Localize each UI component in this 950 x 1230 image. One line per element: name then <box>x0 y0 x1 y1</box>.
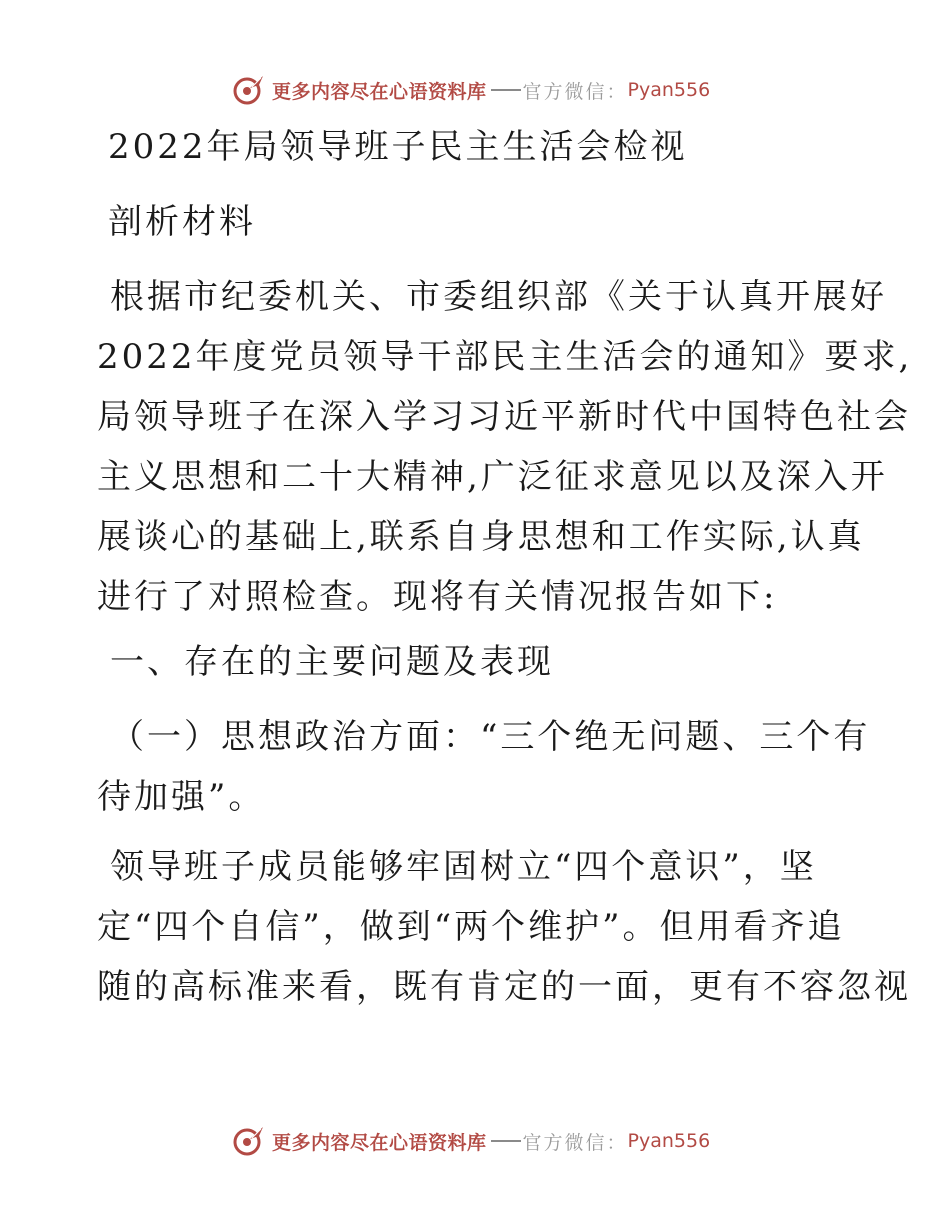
banner-text: 更多内容尽在心语资料库 <box>272 80 487 103</box>
banner-divider <box>491 1140 521 1142</box>
top-banner <box>232 70 712 110</box>
paragraph-line: 2022年度党员领导干部民主生活会的通知》要求, <box>97 337 913 377</box>
paragraph-line: 展谈心的基础上,联系自身思想和工作实际,认真 <box>97 517 865 557</box>
body-line: 领导班子成员能够牢固树立“四个意识”，坚 <box>110 847 817 887</box>
paragraph-line: 主义思想和二十大精神,广泛征求意见以及深入开 <box>97 457 888 497</box>
quill-logo-icon <box>232 1124 266 1158</box>
subsection-line: 待加强”。 <box>97 777 266 817</box>
section-heading: 一、存在的主要问题及表现 <box>110 642 554 682</box>
banner-text: 更多内容尽在心语资料库 <box>272 1131 487 1154</box>
banner-account-label: 官方微信： <box>522 1131 628 1154</box>
body-line: 随的高标准来看，既有肯定的一面，更有不容忽视 <box>97 967 911 1007</box>
paragraph-line: 局领导班子在深入学习习近平新时代中国特色社会 <box>97 397 911 437</box>
body-line: 定“四个自信”，做到“两个维护”。但用看齐追 <box>97 907 845 947</box>
subsection-line: （一）思想政治方面：“三个绝无问题、三个有 <box>110 717 871 757</box>
paragraph-line: 进行了对照检查。现将有关情况报告如下: <box>97 577 778 617</box>
bottom-banner <box>232 1121 712 1161</box>
banner-account-id: Pyan556 <box>627 1130 711 1152</box>
banner-account-id: Pyan556 <box>627 79 711 101</box>
title-line-1: 2022年局领导班子民主生活会检视 <box>108 127 688 167</box>
paragraph-line: 根据市纪委机关、市委组织部《关于认真开展好 <box>110 277 887 317</box>
title-line-2: 剖析材料 <box>108 202 256 242</box>
banner-divider <box>491 89 521 91</box>
banner-account-label: 官方微信： <box>522 80 628 103</box>
quill-logo-icon <box>232 73 266 107</box>
